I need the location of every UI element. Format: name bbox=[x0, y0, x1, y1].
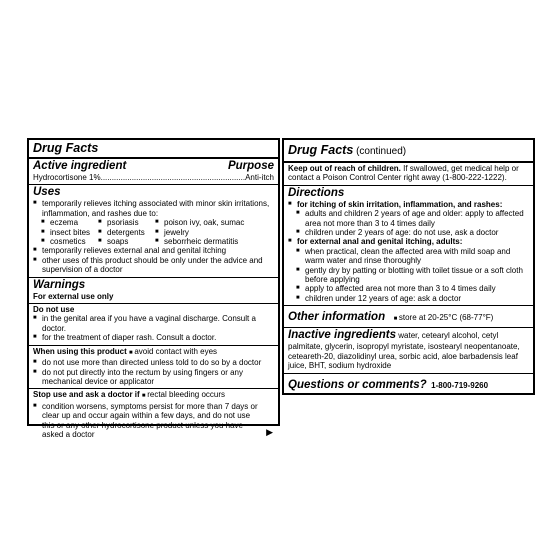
warnings-subheading: For external use only bbox=[33, 291, 114, 301]
dot-leader bbox=[101, 173, 246, 182]
condition-item: ■ psoriasis bbox=[98, 218, 155, 227]
questions-heading: Questions or comments? bbox=[288, 378, 427, 391]
warning-item: ■ for the treatment of diaper rash. Consult a doctor. bbox=[33, 333, 274, 342]
inactive-ingredients-text: water, cetearyl alcohol, cetyl palmitate, glycerin, isopropyl myristate, isostearyl neopentanoate, ceteareth-20, diazolidinyl urea, sorbic acid, aloe barbadensis leaf juice, BHT, sodium hydroxide bbox=[288, 331, 520, 371]
keep-out-text: If swallowed, get medical help or contact a Poison Control Center right away (1-800-222-1222). bbox=[288, 164, 519, 183]
keep-out-heading: Keep out of reach of children. bbox=[288, 164, 401, 173]
warnings-heading: Warnings bbox=[33, 278, 86, 291]
condition-item: ■ soaps bbox=[98, 237, 155, 246]
ingredient-name: Hydrocortisone 1% bbox=[33, 173, 101, 182]
active-ingredient-section bbox=[29, 159, 278, 185]
drug-facts-title: Drug Facts bbox=[33, 141, 99, 155]
stop-use-section bbox=[29, 389, 278, 441]
warning-item: ■ in the genital area if you have a vaginal discharge. Consult a doctor. bbox=[33, 314, 274, 333]
continue-arrow-icon: ▶ bbox=[266, 427, 273, 438]
drug-facts-header bbox=[29, 140, 278, 159]
directions-item: ■ for external anal and genital itching, adults: bbox=[288, 237, 529, 246]
condition-item: ■ insect bites bbox=[41, 228, 98, 237]
do-not-use-heading: Do not use bbox=[33, 305, 75, 315]
stop-use-inline-item bbox=[142, 390, 225, 399]
directions-section bbox=[284, 186, 533, 306]
purpose-heading: Purpose bbox=[227, 160, 274, 172]
other-information-text: store at 20-25°C (68-77°F) bbox=[398, 313, 494, 323]
directions-subitem: ■ apply to affected area not more than 3 to 4 times daily bbox=[288, 284, 529, 293]
active-ingredient-heading: Active ingredient bbox=[33, 160, 127, 172]
when-using-section bbox=[29, 346, 278, 390]
drug-facts-continued-header bbox=[284, 140, 533, 163]
drug-facts-panel-right bbox=[282, 138, 535, 395]
inactive-ingredients-heading: Inactive ingredients bbox=[288, 329, 397, 342]
questions-section bbox=[284, 374, 533, 395]
when-using-heading: When using this product bbox=[33, 346, 127, 356]
other-information-heading: Other information bbox=[288, 311, 386, 324]
directions-heading: Directions bbox=[288, 186, 345, 199]
warning-item: ■ do not put directly into the rectum by using fingers or any mechanical device or applicator bbox=[33, 368, 274, 387]
uses-section bbox=[29, 185, 278, 277]
condition-item: ■ jewelry bbox=[155, 228, 274, 237]
condition-item: ■ cosmetics bbox=[41, 237, 98, 246]
ingredient-purpose: Anti-itch bbox=[245, 173, 274, 182]
directions-item: ■ for itching of skin irritation, inflammation, and rashes: bbox=[288, 200, 529, 209]
directions-subitem: ■ gently dry by patting or blotting with toilet tissue or a soft cloth before applying bbox=[288, 266, 529, 285]
condition-item: ■ seborrheic dermatitis bbox=[155, 237, 274, 246]
when-using-inline-text: avoid contact with eyes bbox=[134, 346, 218, 356]
inactive-ingredients-section bbox=[284, 328, 533, 373]
condition-item: ■ eczema bbox=[41, 218, 98, 227]
uses-item: ■ temporarily relieves external anal and genital itching bbox=[33, 246, 274, 255]
warning-item: ■ condition worsens, symptoms persist for more than 7 days or clear up and occur again within a few days, and do not use this or any other hydrocortisone product unless you have asked a doctor bbox=[33, 402, 274, 440]
warnings-section bbox=[29, 278, 278, 304]
directions-subitem: ■ adults and children 2 years of age and older: apply to affected area not more than 3 to 4 times daily bbox=[288, 209, 529, 228]
keep-out-section bbox=[284, 163, 533, 186]
uses-heading: Uses bbox=[33, 186, 61, 199]
do-not-use-section bbox=[29, 304, 278, 346]
condition-item: ■ detergents bbox=[98, 228, 155, 237]
uses-conditions-grid bbox=[33, 218, 274, 246]
uses-item: ■ other uses of this product should be only under the advice and supervision of a doctor bbox=[33, 256, 274, 275]
other-information-item bbox=[394, 313, 494, 322]
when-using-inline-item bbox=[129, 347, 217, 356]
directions-subitem: ■ children under 2 years of age: do not use, ask a doctor bbox=[288, 228, 529, 237]
uses-item: ■ temporarily relieves itching associated with minor skin irritations, inflammation, and rashes due to: bbox=[33, 199, 274, 218]
other-information-section bbox=[284, 306, 533, 328]
drug-facts-panel-left bbox=[27, 138, 280, 439]
warning-item: ■ do not use more than directed unless told to do so by a doctor bbox=[33, 358, 274, 367]
stop-use-inline-text: rectal bleeding occurs bbox=[147, 390, 226, 400]
directions-subitem: ■ when practical, clean the affected area with mild soap and warm water and rinse thoroughly bbox=[288, 247, 529, 266]
directions-subitem: ■ children under 12 years of age: ask a doctor bbox=[288, 294, 529, 303]
drug-facts-title-continued: Drug Facts bbox=[288, 143, 354, 157]
questions-phone: 1-800-719-9260 bbox=[431, 380, 489, 390]
stop-use-heading: Stop use and ask a doctor if bbox=[33, 390, 140, 400]
continued-label: (continued) bbox=[353, 146, 407, 157]
condition-item: ■ poison ivy, oak, sumac bbox=[155, 218, 274, 227]
